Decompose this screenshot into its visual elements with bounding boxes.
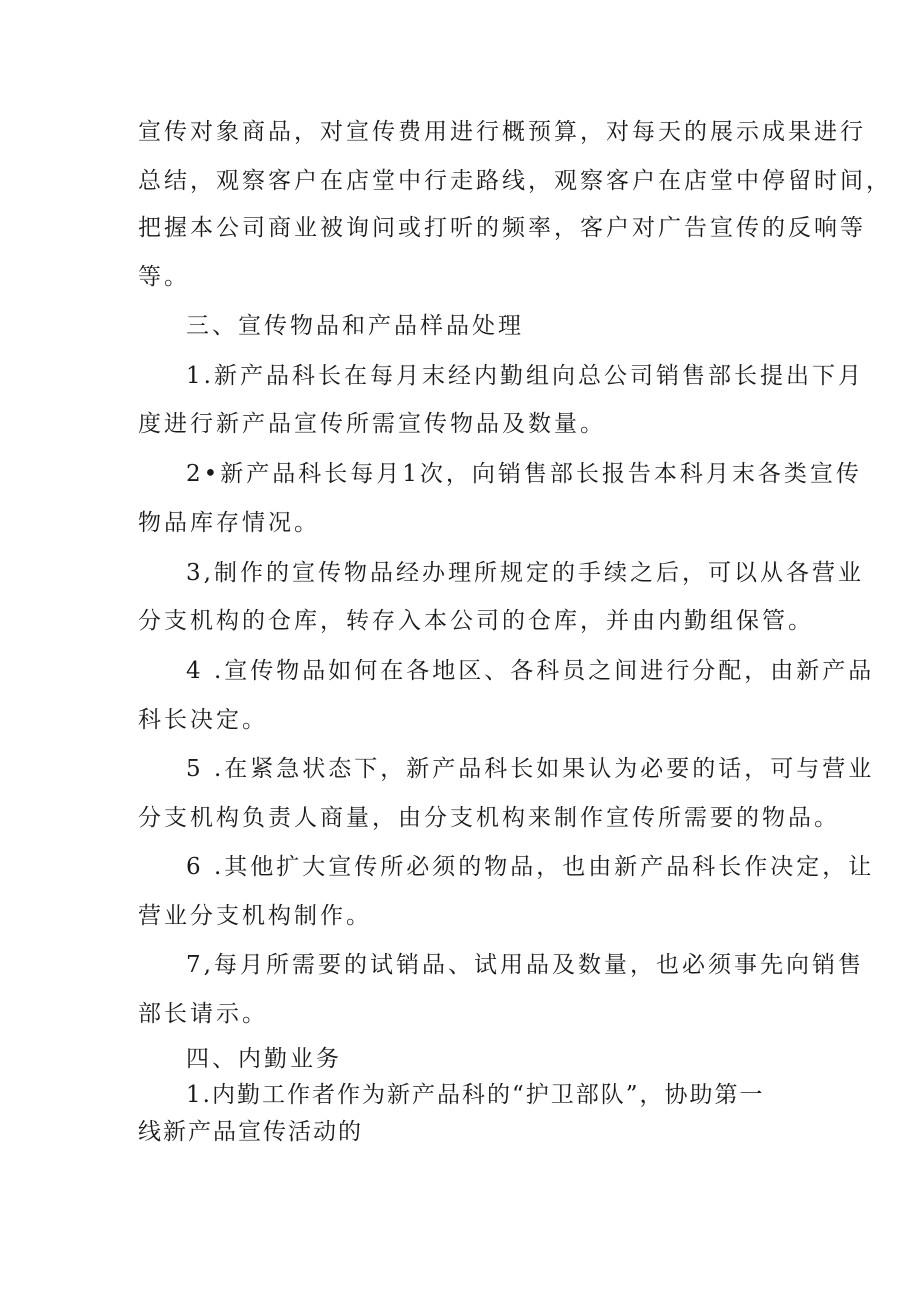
section-heading: 四、内勤业务 (186, 1046, 342, 1072)
section-heading: 三、宣传物品和产品样品处理 (186, 313, 524, 339)
list-item-line: 7,每月所需要的试销品、试用品及数量，也必须事先向销售 (186, 952, 864, 978)
list-item-line: 度进行新产品宣传所需宣传物品及数量。 (138, 411, 606, 437)
list-item-line: 5 .在紧急状态下，新产品科长如果认为必要的话，可与营业 (186, 756, 875, 782)
list-item-line: 2•新产品科长每月1次，向销售部长报告本科月末各类宣传 (186, 461, 862, 487)
list-item-line: 物品库存情况。 (138, 510, 320, 536)
paragraph-line: 宣传对象商品，对宣传费用进行概预算，对每天的展示成果进行 (138, 119, 866, 145)
list-item-line: 4 .宣传物品如何在各地区、各科员之间进行分配，由新产品 (186, 658, 875, 684)
paragraph-line: 把握本公司商业被询问或打听的频率，客户对广告宣传的反响等 (138, 215, 866, 241)
list-item-line: 分支机构负责人商量，由分支机构来制作宣传所需要的物品。 (138, 805, 840, 831)
list-item-line: 3,制作的宣传物品经办理所规定的手续之后，可以从各营业 (186, 560, 864, 586)
list-item-line: 营业分支机构制作。 (138, 903, 372, 929)
list-item-line: 科长决定。 (138, 707, 268, 733)
paragraph-line: 总结，观察客户在店堂中行走路线，观察客户在店堂中停留时间， (138, 168, 892, 194)
list-item-line: 分支机构的仓库，转存入本公司的仓库，并由内勤组保管。 (138, 608, 814, 634)
list-item-line: 部长请示。 (138, 1001, 268, 1027)
list-item-line: 1.新产品科长在每月末经内勤组向总公司销售部长提出下月 (186, 363, 864, 389)
list-item-line: 6 .其他扩大宣传所必须的物品，也由新产品科长作决定，让 (186, 854, 875, 880)
list-item-line: 线新产品宣传活动的 (138, 1119, 363, 1145)
paragraph-line: 等。 (138, 264, 190, 290)
list-item-line: 1.内勤工作者作为新产品科的“护卫部队”，协助第一 (186, 1082, 765, 1108)
